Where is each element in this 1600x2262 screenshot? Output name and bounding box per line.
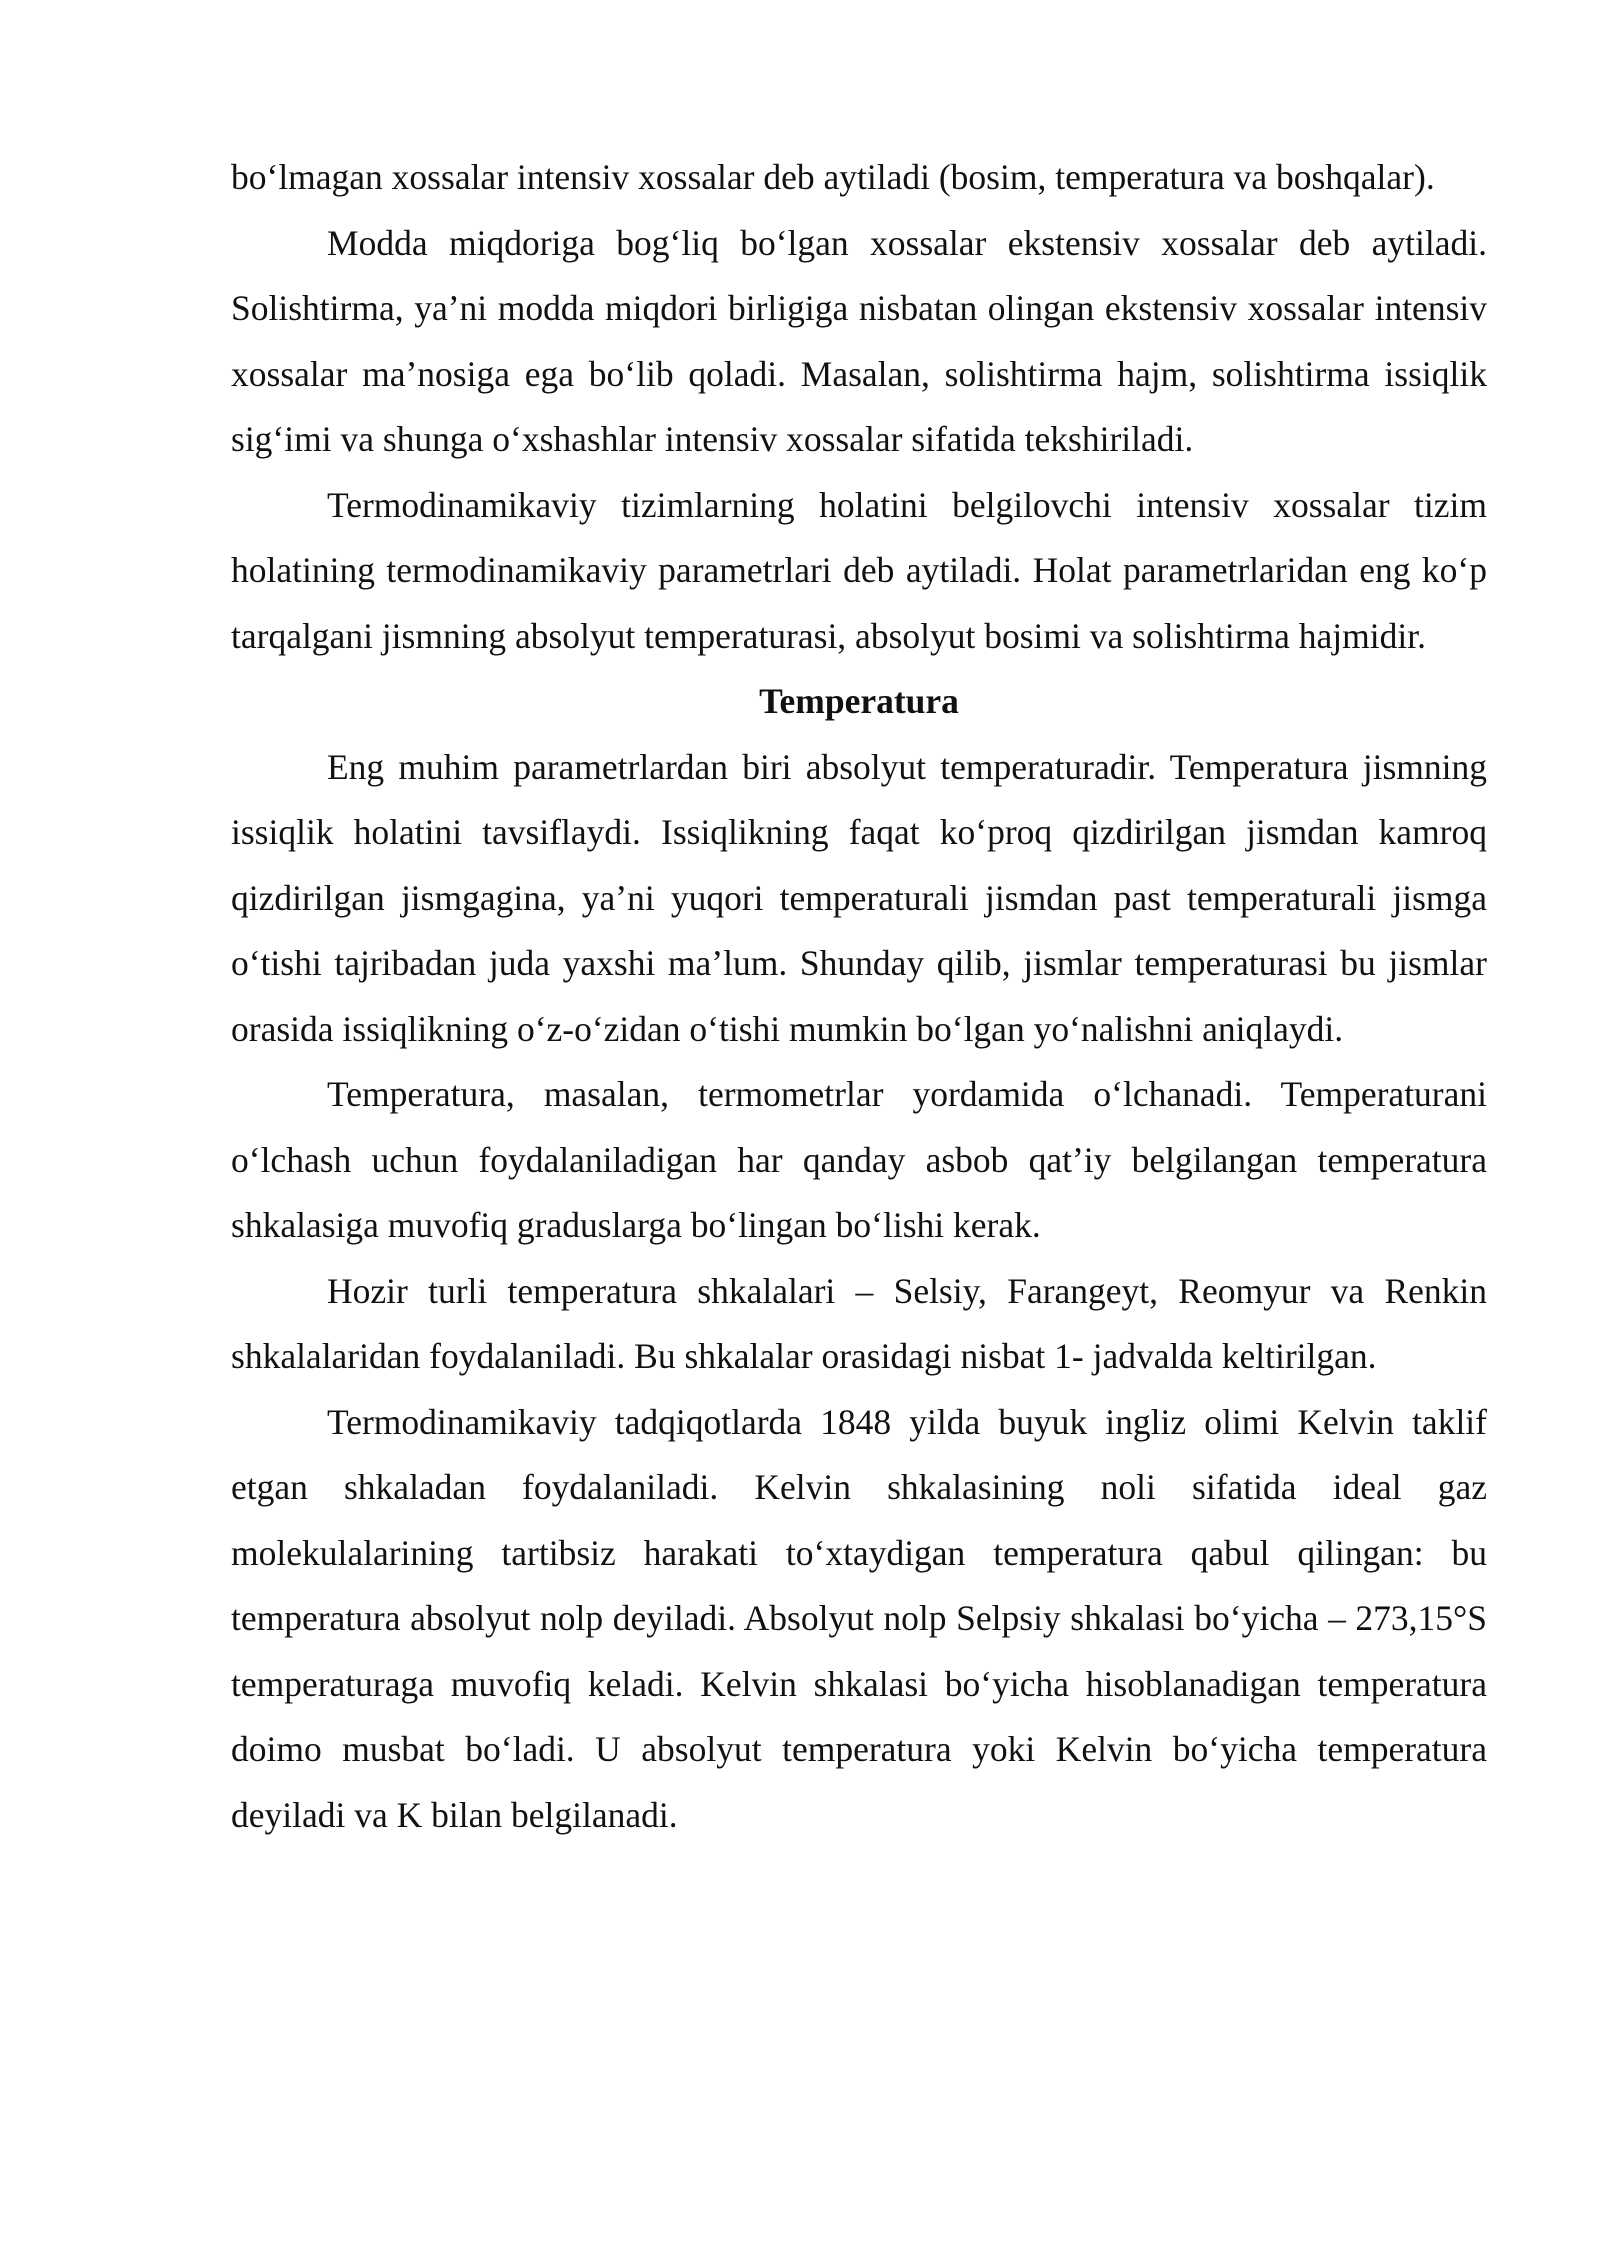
- paragraph-extensive-properties: Modda miqdoriga bogʻliq boʻlgan xossalar ekstensiv xossalar deb aytiladi. Solishtirma, yaʼni modda miqdori birligiga nisbatan olingan ekstensiv xossalar intensiv xossalar maʼnosiga ega boʻlib qoladi. Masalan, solishtirma hajm, solishtirma issiqlik sigʻimi va shunga oʻxshashlar intensiv xossalar sifatida tekshiriladi.: [231, 222, 1487, 459]
- paragraph-continuation: boʻlmagan xossalar intensiv xossalar deb aytiladi (bosim, temperatura va boshqalar).: [231, 157, 1435, 197]
- paragraph-temperature-measurement: Temperatura, masalan, termometrlar yordamida oʻlchanadi. Temperaturani oʻlchash uchun foydalaniladigan har qanday asbob qatʼiy belgilangan temperatura shkalasiga muvofiq graduslarga boʻlingan boʻlishi kerak.: [231, 1074, 1487, 1245]
- document-page: [231, 145, 1487, 1848]
- paragraph-state-parameters: Termodinamikaviy tizimlarning holatini belgilovchi intensiv xossalar tizim holatining termodinamikaviy parametrlari deb aytiladi. Holat parametrlaridan eng koʻp tarqalgani jismning absolyut temperaturasi, absolyut bosimi va solishtirma hajmidir.: [231, 484, 1487, 656]
- section-heading: Temperatura: [759, 681, 959, 721]
- paragraph-temperature-definition: Eng muhim parametrlardan biri absolyut temperaturadir. Temperatura jismning issiqlik holatini tavsiflaydi. Issiqlikning faqat koʻproq qizdirilgan jismdan kamroq qizdirilgan jismgagina, yaʼni yuqori temperaturali jismdan past temperaturali jismga oʻtishi tajribadan juda yaxshi maʼlum. Shunday qilib, jismlar temperaturasi bu jismlar orasida issiqlikning oʻz-oʻzidan oʻtishi mumkin boʻlgan yoʻnalishni aniqlaydi.: [231, 746, 1487, 1049]
- paragraph-temperature-scales: Hozir turli temperatura shkalalari – Selsiy, Farangeyt, Reomyur va Renkin shkalalaridan foydalaniladi. Bu shkalalar orasidagi nisbat 1- jadvalda keltirilgan.: [231, 1270, 1487, 1376]
- paragraph-kelvin-scale: Termodinamikaviy tadqiqotlarda 1848 yilda buyuk ingliz olimi Kelvin taklif etgan shkaladan foydalaniladi. Kelvin shkalasining noli sifatida ideal gaz molekulalarining tartibsiz harakati toʻxtaydigan temperatura qabul qilingan: bu temperatura absolyut nolp deyiladi. Absolyut nolp Selpsiy shkalasi boʻyicha – 273,15°S temperaturaga muvofiq keladi. Kelvin shkalasi boʻyicha hisoblanadigan temperatura doimo musbat boʻladi. U absolyut temperatura yoki Kelvin boʻyicha temperatura deyiladi va K bilan belgilanadi.: [231, 1401, 1487, 1835]
